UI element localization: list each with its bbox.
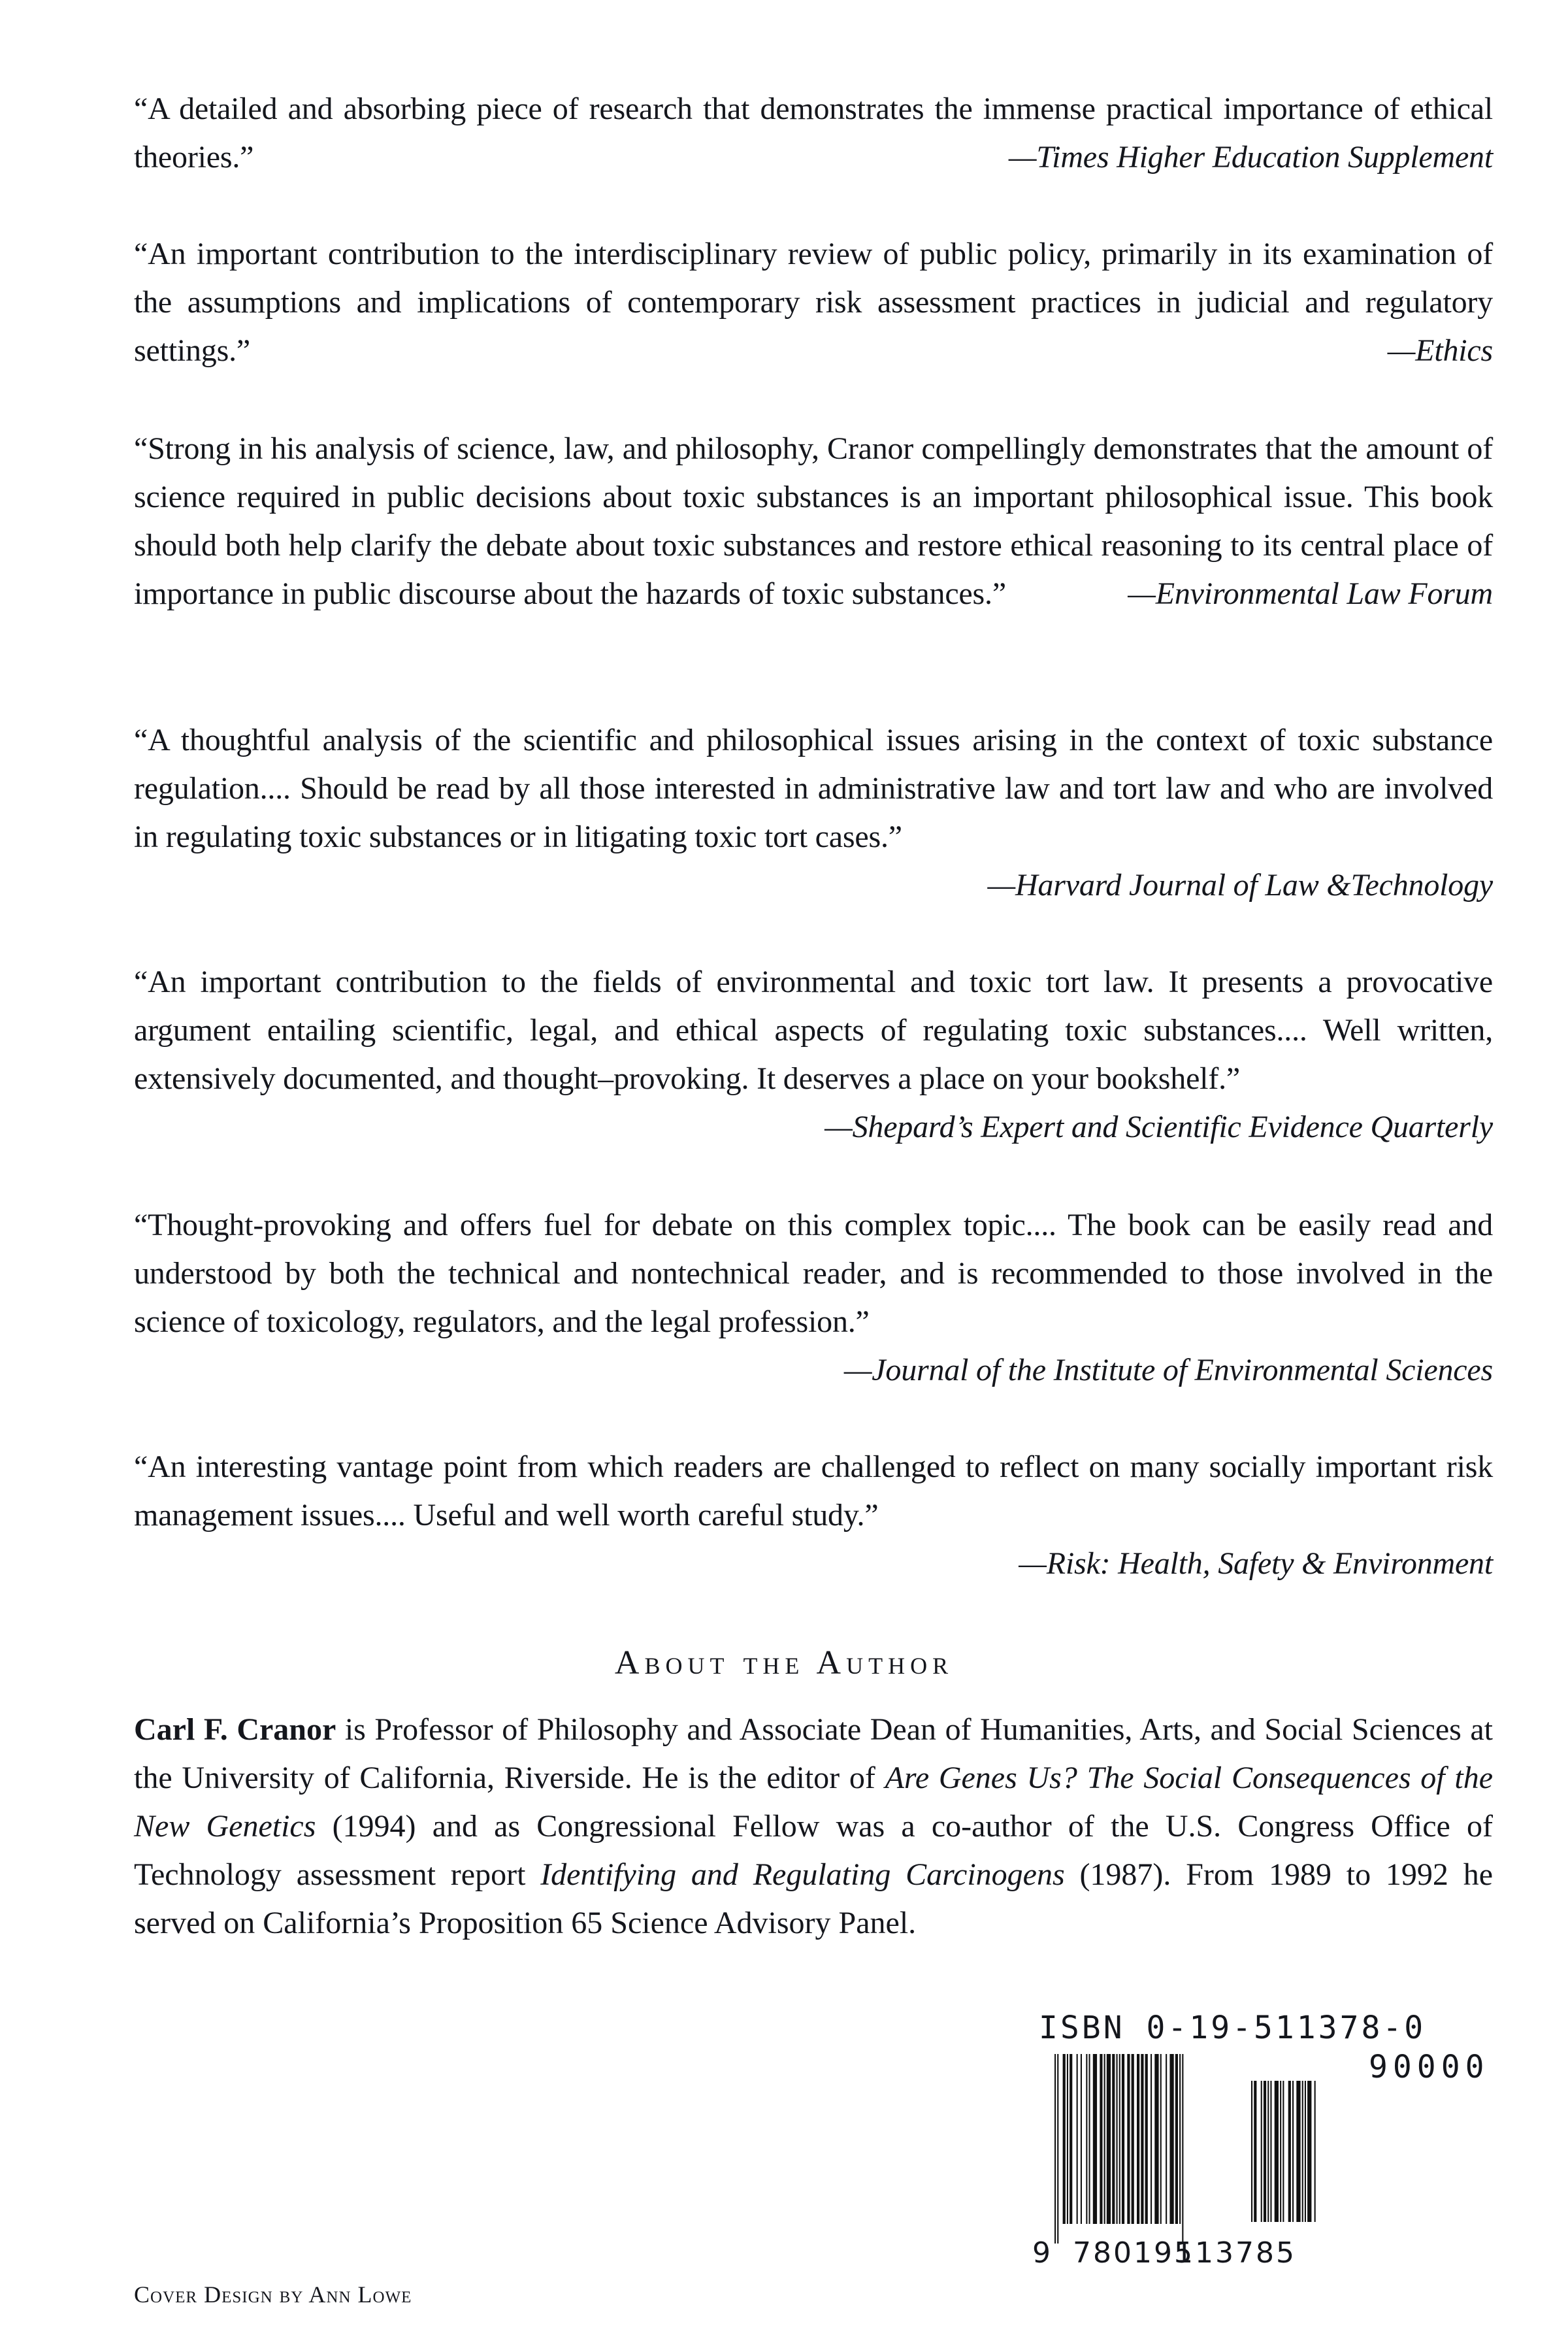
barcode-bar <box>1132 2054 1134 2224</box>
isbn-number: ISBN 0-19-511378-0 <box>1039 2010 1426 2046</box>
blurb-source: —Ethics <box>1387 333 1493 368</box>
barcode-bar <box>1175 2054 1178 2224</box>
blurb-risk-health-safety <box>134 1443 1493 1588</box>
barcode-bar <box>1117 2054 1118 2224</box>
book-title: Are Genes Us? The Social Consequences of the New Genetics <box>134 1761 1493 1844</box>
barcode-bar <box>1315 2081 1316 2222</box>
barcode-bar <box>1089 2054 1090 2224</box>
blurb-source: —Times Higher Education Supplement <box>1008 140 1493 174</box>
blurb-quote: “Thought-provoking and offers fuel for debate on this complex topic.... The book can be easily read and understood by both the technical and nontechnical reader, and is recommended to those involved in the science of toxicology, regulators, and the legal profession.” <box>134 1208 1493 1339</box>
barcode-bar <box>1122 2054 1124 2224</box>
blurb-quote: “An important contribution to the interdisciplinary review of public policy, primarily in its examination of the assumptions and implications of contemporary risk assessment practices in judicial and regulatory settings.” <box>134 237 1493 368</box>
barcode-bar <box>1270 2081 1271 2222</box>
blurb-ethics <box>134 230 1493 375</box>
barcode-bar <box>1145 2054 1148 2224</box>
blurb-source: —Harvard Journal of Law &Technology <box>987 868 1493 903</box>
barcode-bar <box>1154 2054 1158 2224</box>
barcode-bar <box>1127 2054 1130 2224</box>
barcode-bar <box>1107 2054 1111 2224</box>
blurb-source: —Shepard’s Expert and Scientific Evidence Quarterly <box>825 1110 1493 1144</box>
author-bio-text: (1987). From 1989 to 1992 he served on California’s Proposition 65 Science Advisory Panel. <box>134 1857 1493 1940</box>
blurb-journal-environmental-sciences <box>134 1201 1493 1395</box>
barcode-bar <box>1151 2054 1152 2224</box>
ean-prefix-digit: 9 <box>1032 2236 1053 2270</box>
barcode-bar <box>1302 2081 1303 2222</box>
barcode-bar <box>1282 2081 1284 2222</box>
blurb-quote: “A detailed and absorbing piece of research that demonstrates the immense practical importance of ethical theories.” <box>134 91 1493 174</box>
report-title: Identifying and Regulating Carcinogens <box>540 1857 1065 1892</box>
barcode-bar <box>1054 2054 1056 2244</box>
blurb-quote: “An interesting vantage point from which readers are challenged to reflect on many socially important risk management issues.... Useful and well worth careful study.” <box>134 1449 1493 1532</box>
barcode-bar <box>1104 2054 1105 2224</box>
author-bio-text: (1994) and as Congressional Fellow was a co-author of the U.S. Congress Office of Technology assessment report <box>134 1809 1493 1892</box>
ean-barcode <box>1054 2054 1231 2244</box>
barcode-bar <box>1179 2054 1181 2224</box>
barcode-bar <box>1067 2054 1068 2224</box>
barcode-bar <box>1307 2081 1311 2222</box>
blurb-shepards-quarterly <box>134 958 1493 1151</box>
author-name: Carl F. Cranor <box>134 1712 336 1747</box>
blurb-harvard-journal <box>134 716 1493 910</box>
barcode-bar <box>1182 2054 1183 2244</box>
blurb-quote: “Strong in his analysis of science, law, and philosophy, Cranor compellingly demonstrates that the amount of science required in public decisions about toxic substances is an important philosophical issue. This book should both help clarify the debate about toxic substances and restore ethical reasoning to its central place of importance in public discourse about the hazards of toxic substances.” <box>134 431 1493 611</box>
blurb-source: —Environmental Law Forum <box>1128 576 1493 611</box>
barcode-bar <box>1160 2054 1162 2224</box>
ean-digits <box>1032 2236 1296 2270</box>
barcode-bar <box>1086 2054 1087 2224</box>
ean-left-digits: 780195 <box>1073 2236 1194 2270</box>
blurb-source: —Journal of the Institute of Environmental Sciences <box>843 1353 1493 1387</box>
blurb-quote: “A thoughtful analysis of the scientific and philosophical issues arising in the context of toxic substance regulation.... Should be read by all those interested in administrative law and tort law and who are involved in regulating toxic substances or in litigating toxic tort cases.” <box>134 723 1493 854</box>
barcode-bar <box>1305 2081 1306 2222</box>
barcode-bar <box>1267 2081 1269 2222</box>
barcode-bar <box>1169 2054 1173 2224</box>
blurb-environmental-law-forum <box>134 425 1493 618</box>
blurb-quote: “An important contribution to the fields of environmental and toxic tort law. It presents a provocative argument entailing scientific, legal, and ethical aspects of regulating toxic substances.... Well written, extensively documented, and thought–provoking. It deserves a place on your bookshelf.” <box>134 965 1493 1096</box>
barcode-bar <box>1254 2081 1256 2222</box>
blurb-times-higher-education <box>134 85 1493 182</box>
barcode-bar <box>1251 2081 1252 2222</box>
barcode-bar <box>1119 2054 1120 2224</box>
blurb-source: —Risk: Health, Safety & Environment <box>1019 1546 1493 1581</box>
barcode-bar <box>1077 2054 1078 2224</box>
price-addon-barcode <box>1251 2081 1343 2222</box>
barcode-bar <box>1296 2081 1300 2222</box>
ean-right-digits: 113785 <box>1175 2236 1296 2270</box>
barcode-bar <box>1100 2054 1102 2224</box>
barcode-bar <box>1288 2081 1291 2222</box>
barcode-bar <box>1280 2081 1281 2222</box>
barcode-bar <box>1112 2054 1115 2224</box>
barcode-bar <box>1057 2054 1058 2244</box>
barcode-bar <box>1141 2054 1143 2224</box>
barcode-bar <box>1275 2081 1279 2222</box>
barcode-bar <box>1063 2054 1066 2224</box>
price-code: 90000 <box>1369 2049 1490 2085</box>
about-author-heading: About the Author <box>614 1644 954 1681</box>
barcode-bar <box>1070 2054 1072 2224</box>
about-author-body <box>134 1706 1493 1947</box>
author-bio-text: is Professor of Philosophy and Associate Dean of Humanities, Arts, and Social Sciences at the University of California, Riverside. He is the editor of <box>134 1712 1494 1795</box>
barcode-bar <box>1292 2081 1294 2222</box>
barcode-bar <box>1081 2054 1082 2224</box>
barcode-bar <box>1264 2081 1266 2222</box>
barcode-bar <box>1261 2081 1262 2222</box>
cover-design-credit: Cover Design by Ann Lowe <box>134 2281 412 2308</box>
barcode-bar <box>1166 2054 1167 2224</box>
barcode-bar <box>1093 2054 1097 2224</box>
barcode-bar <box>1137 2054 1139 2224</box>
